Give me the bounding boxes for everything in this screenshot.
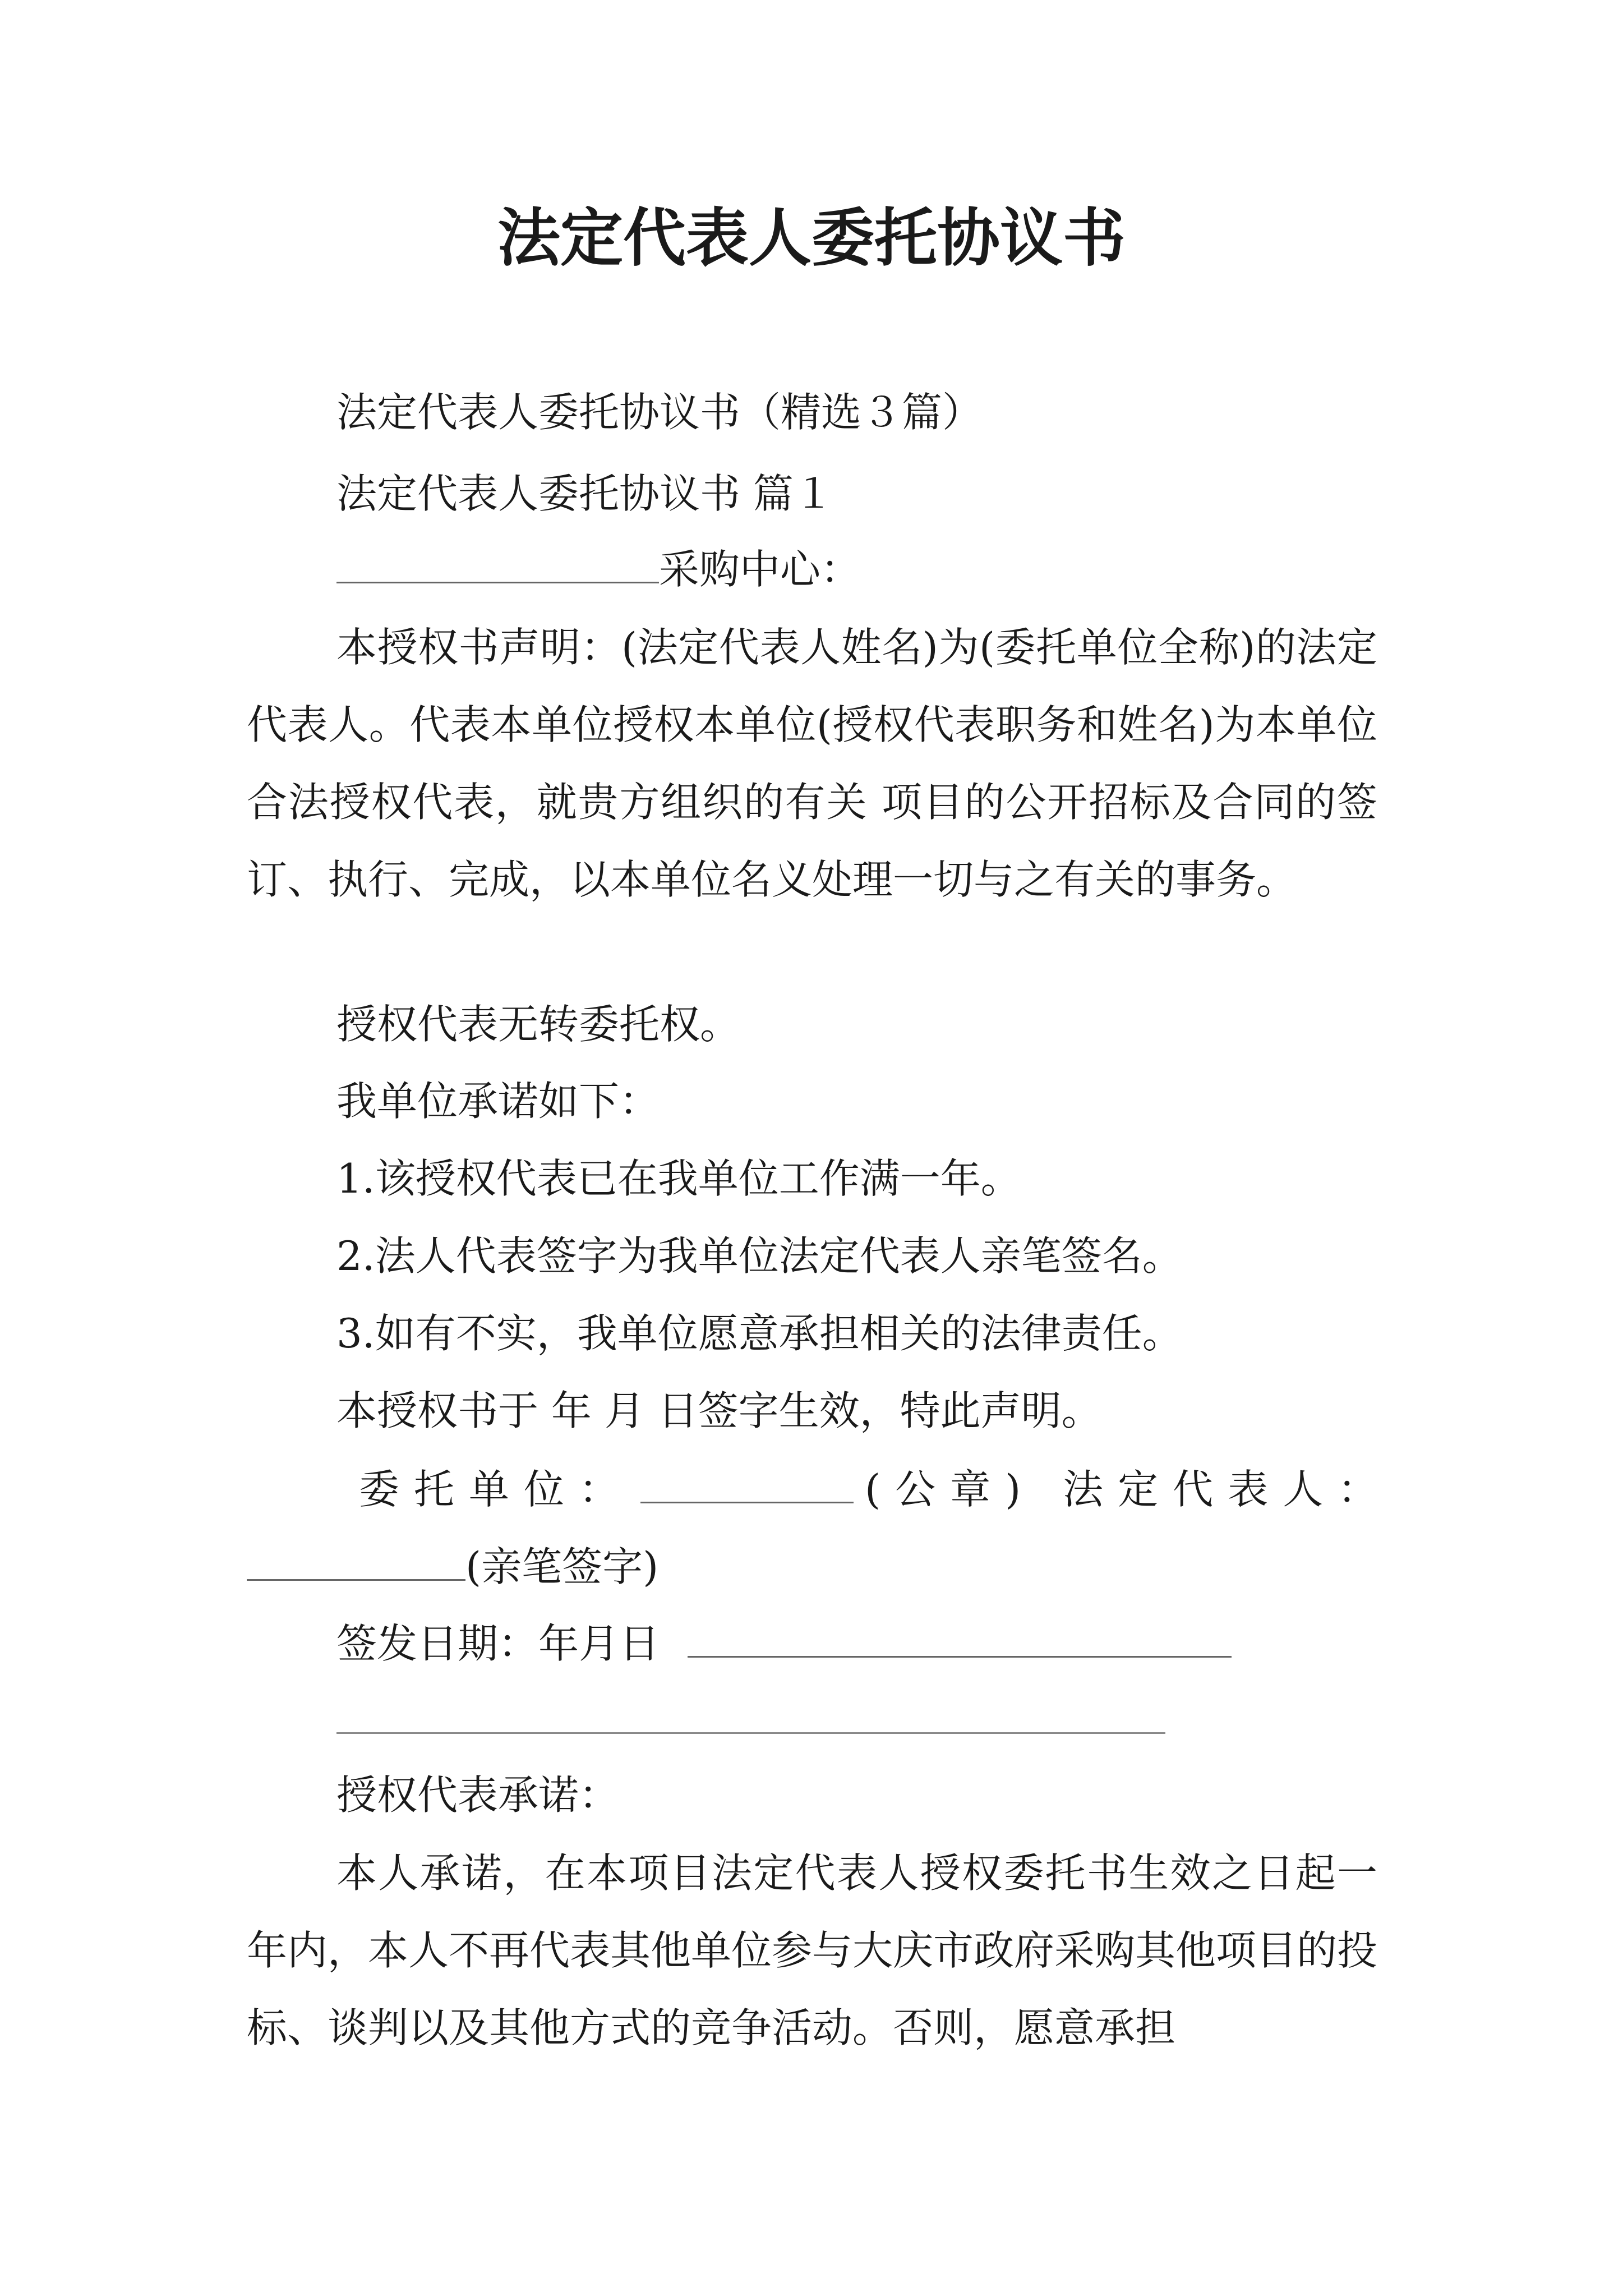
agent-commitment-paragraph: 本人承诺，在本项目法定代表人授权委托书生效之日起一年内，本人不再代表其他单位参与大庆市政府采购其他项目的投标、谈判以及其他方式的竞争活动。否则，愿意承担 — [247, 1849, 1378, 2051]
commitment-heading: 我单位承诺如下： — [336, 1078, 660, 1125]
issue-date-line — [336, 1616, 1232, 1672]
addressee-label: 采购中心： — [659, 546, 861, 593]
issue-date-blank — [688, 1645, 1232, 1658]
document-title: 法定代表人委托协议书 — [497, 202, 1126, 275]
commitment-item-2: 2.法人代表签字为我单位法定代表人亲笔签名。 — [336, 1232, 1183, 1280]
separator-line — [336, 1732, 1165, 1734]
authorization-paragraph: 本授权书声明：(法定代表人姓名)为(委托单位全称)的法定代表人。代表本单位授权本单位(授权代表职务和姓名)为本单位合法授权代表，就贵方组织的有关 项目的公开招标及合同的签订、执行、完成，以本单位名义处理一切与之有关的事务。 — [247, 624, 1377, 903]
document-subtitle: 法定代表人委托协议书（精选３篇） — [336, 389, 983, 436]
section-heading: 法定代表人委托协议书 篇１ — [336, 470, 834, 517]
unit-signature-line — [359, 1461, 1393, 1517]
no-transfer-line: 授权代表无转委托权。 — [336, 1001, 741, 1048]
agent-commitment-heading: 授权代表承诺： — [336, 1772, 620, 1819]
issue-date-label: 签发日期：年月日 — [336, 1620, 660, 1667]
legal-rep-signature-line — [247, 1539, 658, 1595]
sign-label: (亲笔签字) — [465, 1543, 659, 1590]
commitment-item-3: 3.如有不实，我单位愿意承担相关的法律责任。 — [336, 1310, 1183, 1357]
unit-label: 委托单位： — [359, 1466, 634, 1513]
unit-blank — [640, 1490, 854, 1503]
addressee-line — [336, 541, 861, 597]
seal-label: (公章) 法定代表人： — [865, 1466, 1393, 1513]
legal-rep-blank — [247, 1568, 465, 1581]
commitment-item-1: 1.该授权代表已在我单位工作满一年。 — [336, 1155, 1021, 1202]
addressee-blank — [336, 570, 659, 583]
effective-date-line: 本授权书于 年 月 日签字生效，特此声明。 — [336, 1387, 1102, 1434]
